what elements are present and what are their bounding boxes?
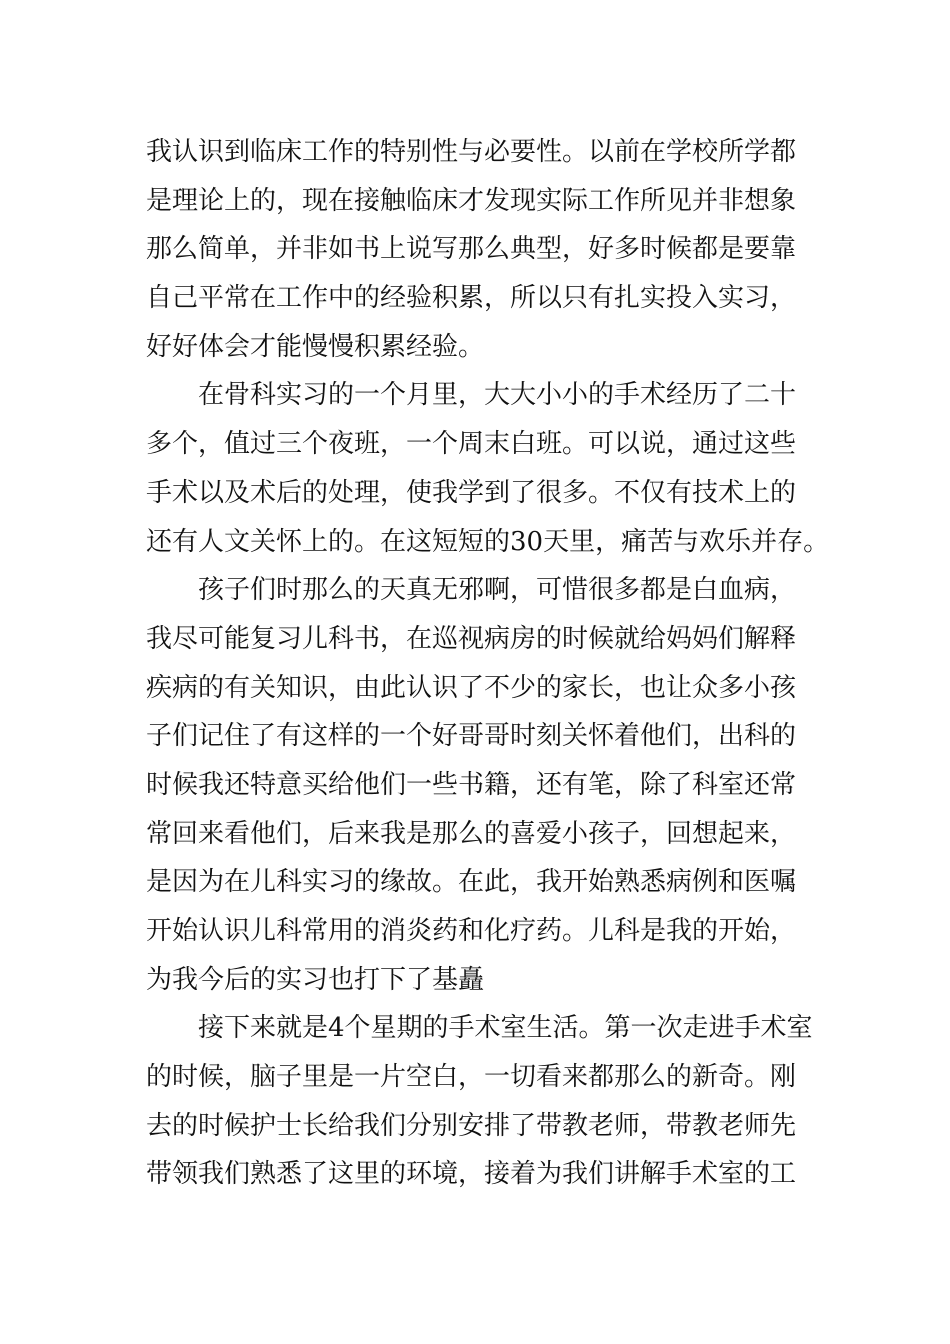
text-line: 孩子们时那么的天真无邪啊，可惜很多都是白血病， <box>198 575 797 606</box>
text-line: 接下来就是4个星期的手术室生活。第一次走进手术室 <box>198 1013 813 1044</box>
text-line: 子们记住了有这样的一个好哥哥时刻关怀着他们，出科的 <box>146 721 797 752</box>
text-line: 好好体会才能慢慢积累经验。 <box>146 331 485 362</box>
text-line: 自己平常在工作中的经验积累，所以只有扎实投入实习， <box>146 283 797 314</box>
text-line: 是因为在儿科实习的缘故。在此，我开始熟悉病例和医嘱 <box>146 867 797 898</box>
text-line: 带领我们熟悉了这里的环境，接着为我们讲解手术室的工 <box>146 1159 797 1190</box>
document-body <box>146 128 830 1199</box>
text-line: 多个，值过三个夜班，一个周末白班。可以说，通过这些 <box>146 429 797 460</box>
text-line: 是理论上的，现在接触临床才发现实际工作所见并非想象 <box>146 185 797 216</box>
text-line: 去的时候护士长给我们分别安排了带教老师，带教老师先 <box>146 1110 797 1141</box>
text-line: 时候我还特意买给他们一些书籍，还有笔，除了科室还常 <box>146 769 797 800</box>
text-line: 那么简单，并非如书上说写那么典型，好多时候都是要靠 <box>146 234 797 265</box>
text-line: 开始认识儿科常用的消炎药和化疗药。儿科是我的开始， <box>146 916 797 946</box>
text-line: 我认识到临床工作的特别性与必要性。以前在学校所学都 <box>146 137 797 167</box>
text-line: 常回来看他们，后来我是那么的喜爱小孩子，回想起来， <box>146 818 797 849</box>
text-line: 在骨科实习的一个月里，大大小小的手术经历了二十 <box>198 380 797 411</box>
text-line: 为我今后的实习也打下了基矗 <box>146 964 485 995</box>
text-line: 还有人文关怀上的。在这短短的30天里，痛苦与欢乐并存。 <box>146 526 830 557</box>
text-line: 我尽可能复习儿科书，在巡视病房的时候就给妈妈们解释 <box>146 623 797 654</box>
text-line: 手术以及术后的处理，使我学到了很多。不仅有技术上的 <box>146 477 797 508</box>
text-line: 的时候，脑子里是一片空白，一切看来都那么的新奇。刚 <box>146 1062 797 1093</box>
text-line: 疾病的有关知识，由此认识了不少的家长，也让众多小孩 <box>146 672 797 703</box>
